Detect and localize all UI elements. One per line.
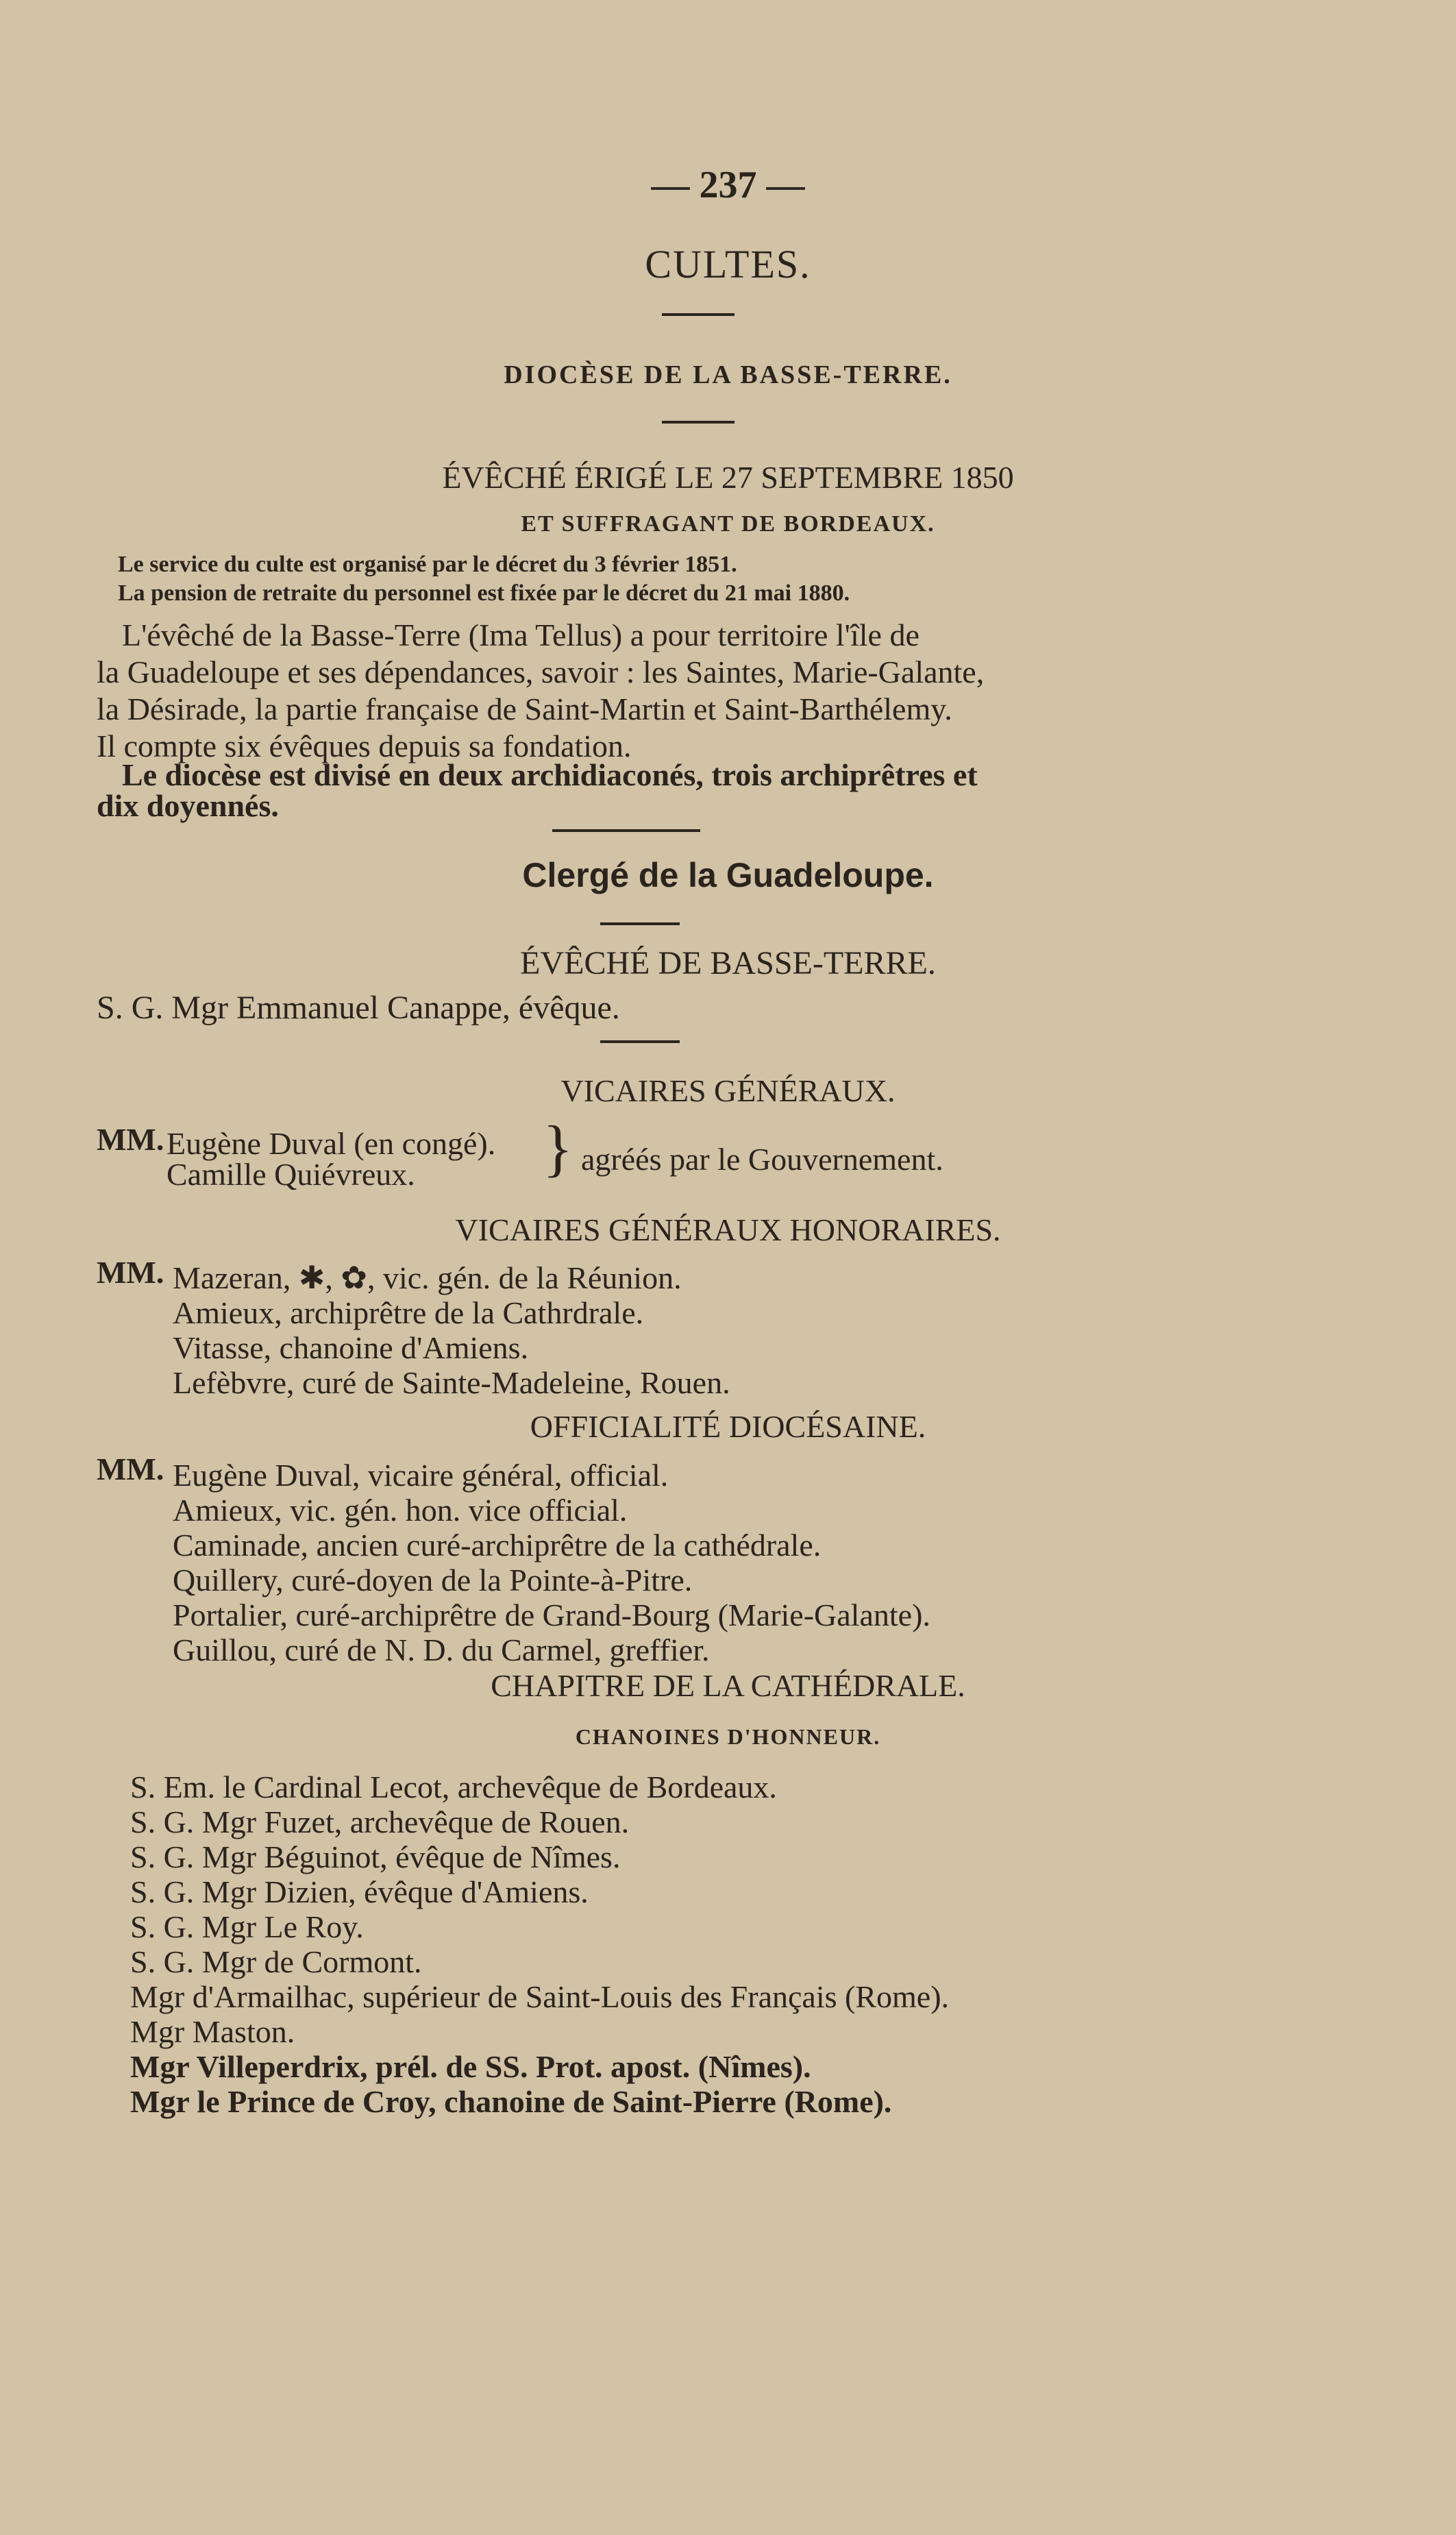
clerge-title: Clergé de la Guadeloupe. [522, 856, 934, 894]
divider [662, 421, 735, 424]
list-item: Guillou, curé de N. D. du Carmel, greffier. [173, 1632, 710, 1667]
vicaire-name: Eugène Duval (en congé). [166, 1126, 496, 1161]
divider [552, 829, 700, 832]
note-line: La pension de retraite du personnel est fixée par le décret du 21 mai 1880. [118, 580, 850, 606]
page-number: — 237 — [651, 164, 805, 206]
list-item: S. Em. le Cardinal Lecot, archevêque de Bordeaux. [130, 1769, 777, 1804]
list-item: Mgr Villeperdrix, prél. de SS. Prot. apost. (Nîmes). [130, 2049, 811, 2084]
brace: } [543, 1113, 573, 1183]
mm-prefix: MM. [97, 1255, 164, 1290]
note-line: Le service du culte est organisé par le décret du 3 février 1851. [118, 552, 737, 577]
divider [662, 313, 735, 316]
eveche-section-title: ÉVÊCHÉ DE BASSE-TERRE. [520, 945, 936, 981]
list-item: Eugène Duval, vicaire général, official. [173, 1458, 669, 1493]
vicaires-title: VICAIRES GÉNÉRAUX. [560, 1073, 896, 1108]
diocese-title: DIOCÈSE DE LA BASSE-TERRE. [504, 360, 952, 389]
vicaires-note: agréés par le Gouvernement. [581, 1142, 943, 1177]
list-item: Mgr le Prince de Croy, chanoine de Saint-Pierre (Rome). [130, 2084, 892, 2119]
paragraph-line: Il compte six évêques depuis sa fondation. [97, 728, 632, 763]
paragraph-line: L'évêché de la Basse-Terre (Ima Tellus) a pour territoire l'île de [122, 617, 920, 652]
officialite-title: OFFICIALITÉ DIOCÉSAINE. [530, 1409, 926, 1444]
list-item: Portalier, curé-archiprêtre de Grand-Bourg (Marie-Galante). [173, 1597, 930, 1632]
list-item: Mgr Maston. [130, 2014, 295, 2049]
list-item: Quillery, curé-doyen de la Pointe-à-Pitre. [173, 1563, 693, 1597]
divider [600, 922, 680, 925]
list-item: Mgr d'Armailhac, supérieur de Saint-Louis des Français (Rome). [130, 1979, 950, 2014]
divider [600, 1040, 680, 1043]
list-item: Mazeran, ✱, ✿, vic. gén. de la Réunion. [173, 1260, 682, 1295]
list-item: Amieux, archiprêtre de la Cathrdrale. [173, 1295, 644, 1330]
chapitre-title: CHAPITRE DE LA CATHÉDRALE. [491, 1668, 965, 1703]
paragraph-line: la Désirade, la partie française de Saint-Martin et Saint-Barthélemy. [97, 691, 952, 726]
list-item: Vitasse, chanoine d'Amiens. [173, 1330, 529, 1365]
suffragant-subtitle: ET SUFFRAGANT DE BORDEAUX. [521, 511, 935, 537]
mm-prefix: MM. [97, 1452, 164, 1486]
list-item: S. G. Mgr Dizien, évêque d'Amiens. [130, 1874, 589, 1909]
list-item: Lefèbvre, curé de Sainte-Madeleine, Rouen. [173, 1365, 730, 1400]
chanoines-subtitle: CHANOINES D'HONNEUR. [575, 1724, 881, 1749]
paragraph-line: dix doyennés. [97, 788, 279, 823]
mm-prefix: MM. [97, 1122, 164, 1157]
list-item: S. G. Mgr Fuzet, archevêque de Rouen. [130, 1804, 630, 1839]
eveche-line: S. G. Mgr Emmanuel Canappe, évêque. [97, 990, 620, 1026]
list-item: S. G. Mgr de Cormont. [130, 1944, 422, 1979]
vicaires-honoraires-title: VICAIRES GÉNÉRAUX HONORAIRES. [455, 1212, 1001, 1247]
paragraph-line: Le diocèse est divisé en deux archidiaconés, trois archiprêtres et [122, 757, 978, 792]
vicaire-name: Camille Quiévreux. [166, 1157, 415, 1192]
paragraph-line: la Guadeloupe et ses dépendances, savoir : les Saintes, Marie-Galante, [97, 654, 985, 689]
list-item: S. G. Mgr Le Roy. [130, 1909, 364, 1944]
list-item: S. G. Mgr Béguinot, évêque de Nîmes. [130, 1839, 621, 1874]
eveche-title: ÉVÊCHÉ ÉRIGÉ LE 27 SEPTEMBRE 1850 [442, 460, 1014, 495]
list-item: Caminade, ancien curé-archiprêtre de la cathédrale. [173, 1528, 822, 1563]
page-title: CULTES. [645, 242, 811, 286]
list-item: Amieux, vic. gén. hon. vice official. [173, 1493, 628, 1528]
